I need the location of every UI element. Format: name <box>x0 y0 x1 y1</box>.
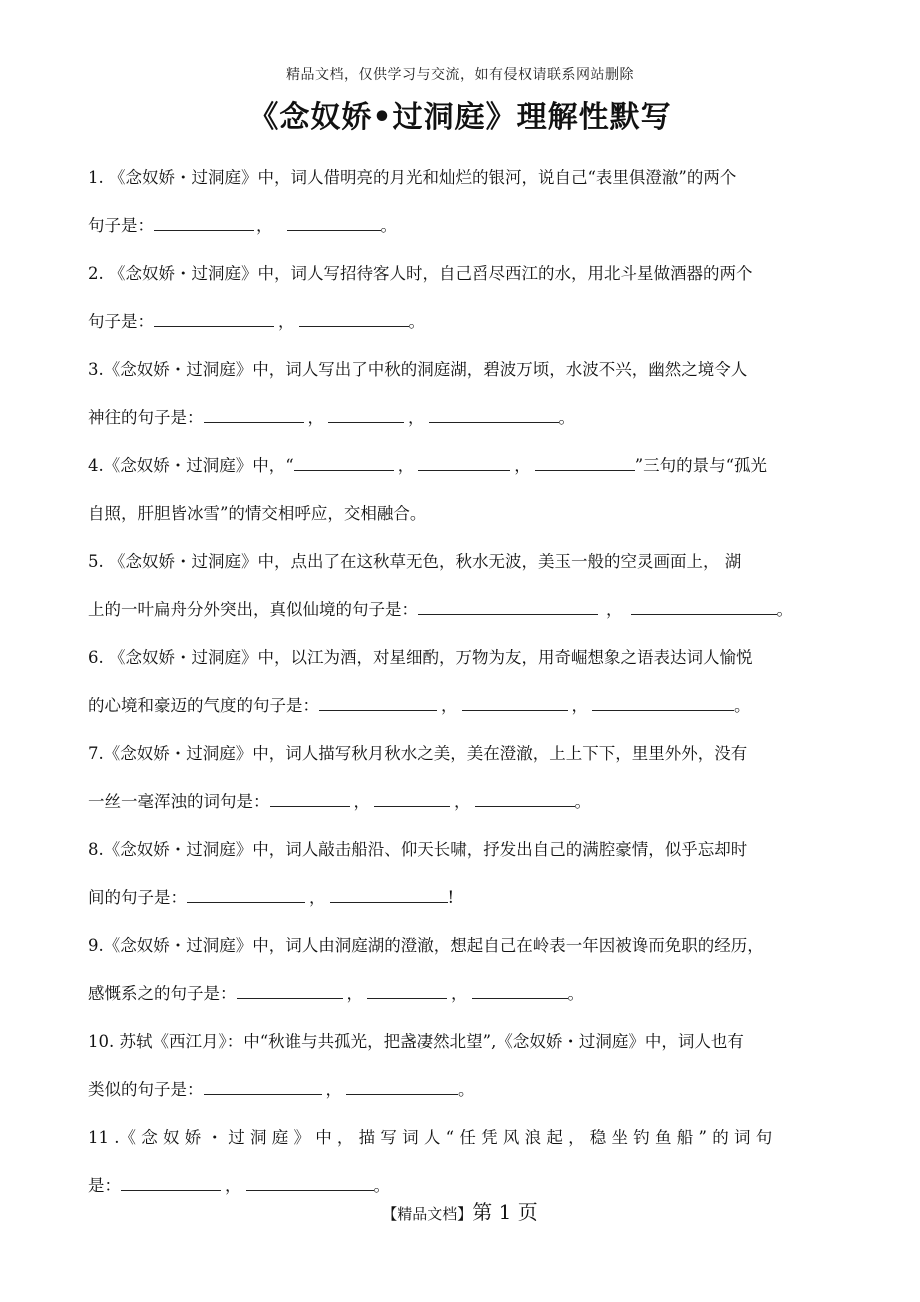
question-item <box>88 826 838 922</box>
question-text: 3.《念奴娇・过洞庭》中，词人写出了中秋的洞庭湖，碧波万顷，水波不兴，幽然之境令人 <box>88 360 748 379</box>
question-item <box>88 346 838 442</box>
answer-line: 句子是： ， 。 <box>88 298 838 346</box>
question-item <box>88 250 838 346</box>
answer-blank[interactable] <box>418 596 598 615</box>
question-text: 11 .《 念 奴 娇 ・ 过 洞 庭 》 中 ， 描 写 词 人 “ 任 凭 风 浪 起 ， 稳 坐 钓 鱼 船 ” 的 词 句 <box>88 1128 773 1147</box>
answer-line: 间的句子是： ， ! <box>88 874 838 922</box>
question-text: 2. 《念奴娇・过洞庭》中，词人写招待客人时，自己舀尽西江的水，用北斗星做酒器的两个 <box>88 264 753 283</box>
question-text: 6. 《念奴娇・过洞庭》中，以江为酒，对星细酌，万物为友，用奇崛想象之语表达词人愉悦 <box>88 648 753 667</box>
answer-line: 类似的句子是： ， 。 <box>88 1066 838 1114</box>
answer-blank[interactable] <box>319 692 437 711</box>
answer-blank[interactable] <box>475 788 575 807</box>
answer-line: 神往的句子是： ， ， 。 <box>88 394 838 442</box>
question-text: 自照，肝胆皆冰雪”的情交相呼应，交相融合。 <box>88 504 427 523</box>
question-item <box>88 922 838 1018</box>
answer-blank[interactable] <box>429 404 559 423</box>
answer-blank[interactable] <box>237 980 343 999</box>
answer-blank[interactable] <box>204 1076 322 1095</box>
answer-blank[interactable] <box>535 452 635 471</box>
question-item <box>88 442 838 538</box>
answer-line: 上的一叶扁舟分外突出，真似仙境的句子是： ， 。 <box>88 586 838 634</box>
header-note: 精品文档，仅供学习与交流，如有侵权请联系网站删除 <box>286 67 634 83</box>
answer-blank[interactable] <box>592 692 734 711</box>
answer-blank[interactable] <box>299 308 409 327</box>
answer-line: 一丝一毫浑浊的词句是： ， ， 。 <box>88 778 838 826</box>
question-text: 1. 《念奴娇・过洞庭》中，词人借明亮的月光和灿烂的银河，说自己“表里俱澄澈”的两个 <box>88 168 737 187</box>
answer-blank[interactable] <box>374 788 450 807</box>
answer-blank[interactable] <box>287 212 381 231</box>
page-number: 第 1 页 <box>472 1200 538 1224</box>
question-item <box>88 538 838 634</box>
answer-blank[interactable] <box>154 308 274 327</box>
question-item <box>88 634 838 730</box>
question-text: 7.《念奴娇・过洞庭》中，词人描写秋月秋水之美，美在澄澈，上上下下，里里外外，没有 <box>88 744 748 763</box>
question-list <box>88 154 838 1210</box>
question-item <box>88 154 838 250</box>
answer-blank[interactable] <box>346 1076 458 1095</box>
question-text: 8.《念奴娇・过洞庭》中，词人敲击船沿、仰天长啸，抒发出自己的满腔豪情，似乎忘却时 <box>88 840 748 859</box>
answer-line: 感慨系之的句子是： ， ， 。 <box>88 970 838 1018</box>
answer-blank[interactable] <box>294 452 394 471</box>
answer-blank[interactable] <box>330 884 448 903</box>
question-text: 9.《念奴娇・过洞庭》中，词人由洞庭湖的澄澈，想起自己在岭表一年因被谗而免职的经历， <box>88 936 764 955</box>
question-item <box>88 730 838 826</box>
answer-blank[interactable] <box>462 692 568 711</box>
answer-blank[interactable] <box>472 980 568 999</box>
answer-blank[interactable] <box>631 596 777 615</box>
answer-blank[interactable] <box>328 404 404 423</box>
answer-line: 4.《念奴娇・过洞庭》中，“ ， ， ”三句的景与“孤光 <box>88 442 838 490</box>
answer-blank[interactable] <box>367 980 447 999</box>
answer-line: 是： ， 。 <box>88 1162 838 1210</box>
question-text: 10. 苏轼《西江月》：中“秋谁与共孤光，把盏凄然北望”,《念奴娇・过洞庭》中，词人也有 <box>88 1032 744 1051</box>
answer-blank[interactable] <box>270 788 350 807</box>
question-text: 5. 《念奴娇・过洞庭》中，点出了在这秋草无色，秋水无波，美玉一般的空灵画面上， 湖 <box>88 552 742 571</box>
answer-blank[interactable] <box>154 212 254 231</box>
answer-line: 的心境和豪迈的气度的句子是： ， ， 。 <box>88 682 838 730</box>
answer-blank[interactable] <box>121 1172 221 1191</box>
answer-blank[interactable] <box>187 884 305 903</box>
answer-blank[interactable] <box>204 404 304 423</box>
answer-blank[interactable] <box>246 1172 374 1191</box>
question-item <box>88 1018 838 1114</box>
answer-line: 句子是： ， 。 <box>88 202 838 250</box>
footer-badge: 【精品文档】 <box>382 1205 473 1223</box>
answer-blank[interactable] <box>418 452 510 471</box>
page-title: 《念奴娇•过洞庭》理解性默写 <box>248 100 672 135</box>
page-footer <box>0 1196 920 1225</box>
